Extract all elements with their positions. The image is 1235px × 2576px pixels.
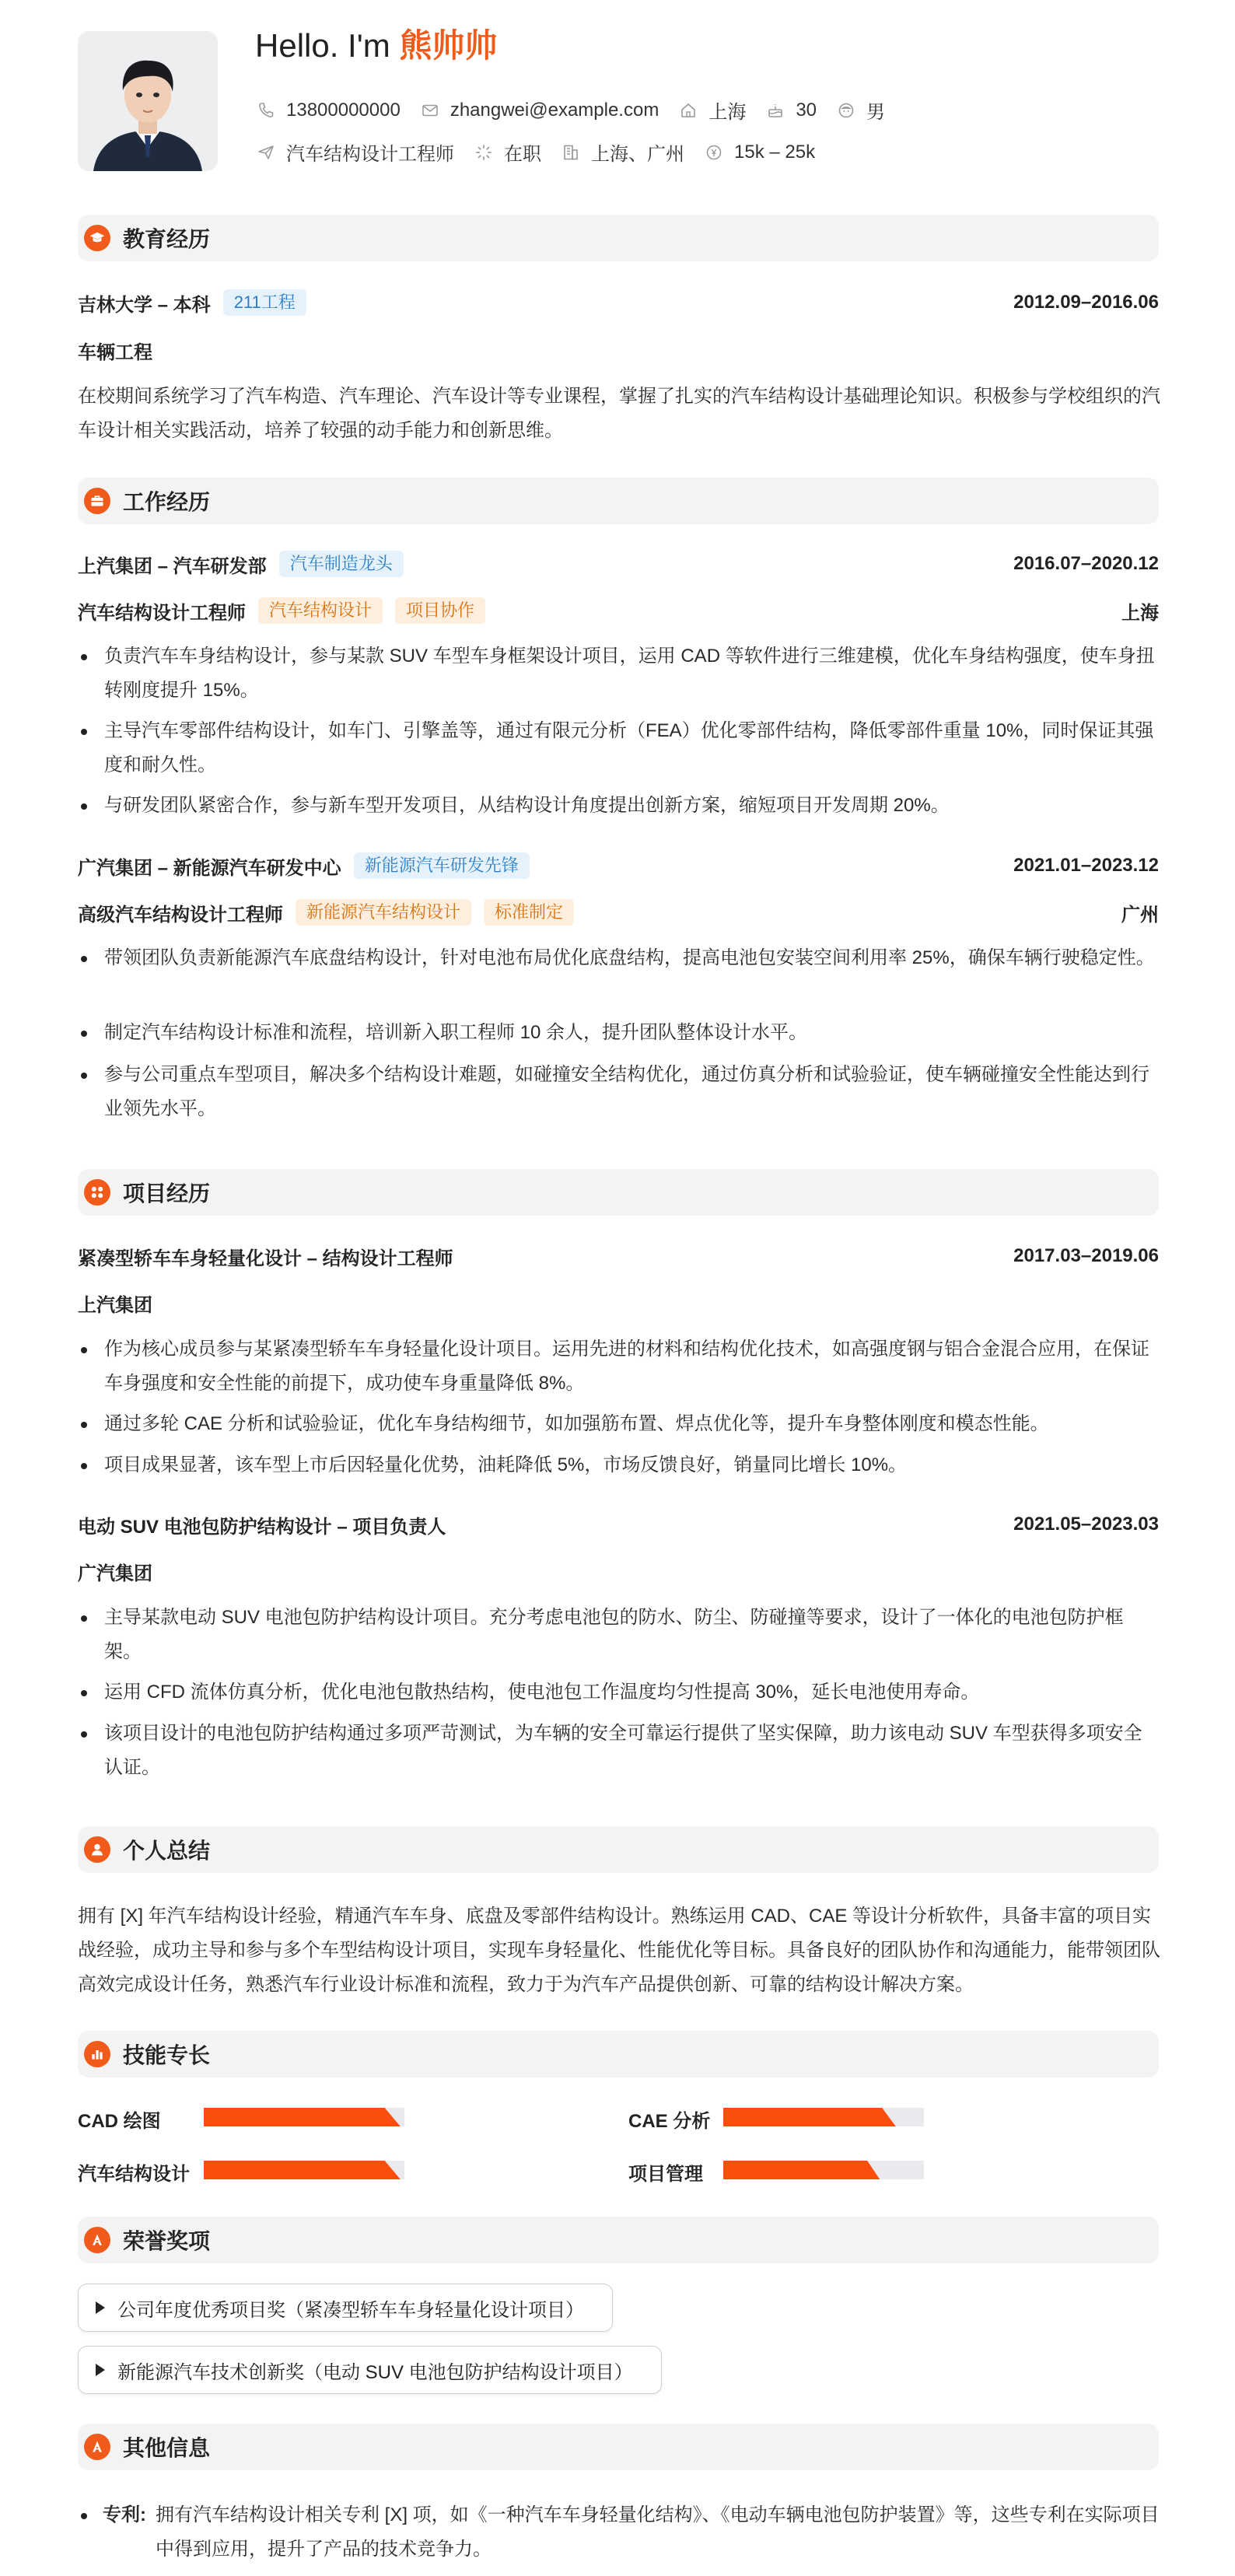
work-period: 2021.01–2023.12 (1013, 855, 1159, 876)
summary-text: 拥有 [X] 年汽车结构设计经验，精通汽车车身、底盘及零部件结构设计。熟练运用 CAD、CAE 等设计分析软件，具备丰富的项目实战经验，成功主导和参与多个车型结构设计项目，实现车身轻量化、性能优化等目标。具备良好的团队协作和沟通能力，能带领团队高效完成设计任务，熟悉汽车行业设计标准和流程，致力于为汽车产品提供创新、可靠的结构设计解决方案。 (78, 1906, 1160, 1995)
project-title: 电动 SUV 电池包防护结构设计 – 项目负责人 (78, 1516, 446, 1538)
target-city-item (562, 138, 684, 166)
skill-label: CAD 绘图 (78, 2111, 161, 2132)
email-value: zhangwei@example.com (450, 99, 659, 121)
briefcase-icon (84, 488, 110, 514)
status-value: 在职 (504, 144, 541, 165)
user-icon (84, 1836, 110, 1863)
education-major-row (78, 334, 1159, 366)
education-period: 2012.09–2016.06 (1013, 292, 1159, 313)
skill-bar-fill (723, 2161, 880, 2179)
bar-chart-icon (84, 2041, 110, 2067)
list-item: 制定汽车结构设计标准和流程，培训新入职工程师 10 余人，提升团队整体设计水平。 (78, 1016, 1160, 1050)
skill-bar (204, 2161, 404, 2179)
section-projects (78, 1169, 1159, 1216)
contact-row (257, 96, 905, 124)
school-tag: 211工程 (223, 289, 306, 316)
graduation-cap-icon (84, 225, 110, 251)
company-tag: 新能源汽车研发先锋 (354, 852, 530, 879)
project-org: 广汽集团 (78, 1563, 152, 1584)
project-title: 紧凑型轿车车身轻量化设计 – 结构设计工程师 (78, 1248, 453, 1269)
award-item[interactable] (78, 2284, 613, 2332)
list-item: 主导某款电动 SUV 电池包防护结构设计项目。充分考虑电池包的防水、防尘、防碰撞等要求，设计了一体化的电池包防护框架。 (78, 1601, 1160, 1669)
skill-bar-fill (723, 2108, 896, 2126)
company-tag: 汽车制造龙头 (279, 551, 404, 577)
other-info-label: 专利: (103, 2504, 146, 2525)
skill-bar-fill (204, 2161, 401, 2179)
gender-value: 男 (866, 102, 886, 123)
list-item: 通过多轮 CAE 分析和试验验证，优化车身结构细节，如加强筋布置、焊点优化等，提升车身整体刚度和模态性能。 (78, 1407, 1160, 1441)
project-title-row (78, 1241, 1159, 1272)
work-company-row (78, 850, 1159, 881)
role-tag: 项目协作 (395, 597, 485, 624)
section-awards (78, 2217, 1159, 2263)
award-label: 新能源汽车技术创新奖（电动 SUV 电池包防护结构设计项目） (117, 2361, 633, 2383)
list-item: 主导汽车零部件结构设计，如车门、引擎盖等，通过有限元分析（FEA）优化零部件结构，降低零部件重量 10%，同时保证其强度和耐久性。 (78, 714, 1160, 782)
age-item (766, 100, 817, 121)
cake-icon (766, 101, 785, 120)
skill-label: 项目管理 (628, 2164, 703, 2185)
role-name: 汽车结构设计工程师 (78, 602, 246, 624)
section-education (78, 215, 1159, 261)
skill-bar (204, 2108, 404, 2126)
email-item (421, 100, 659, 121)
company-name: 上汽集团 – 汽车研发部 (78, 555, 267, 577)
section-work (78, 478, 1159, 524)
skill-label: CAE 分析 (628, 2111, 711, 2132)
work-location: 上海 (1121, 602, 1159, 624)
project-period: 2021.05–2023.03 (1013, 1514, 1159, 1535)
project-org: 上汽集团 (78, 1294, 152, 1316)
job-title-item (257, 138, 454, 166)
list-item: 负责汽车车身结构设计，参与某款 SUV 车型车身框架设计项目，运用 CAD 等软件进行三维建模，优化车身结构强度，使车身扭转刚度提升 15%。 (78, 639, 1160, 708)
major-name: 车辆工程 (78, 341, 152, 363)
list-item: 参与公司重点车型项目，解决多个结构设计难题，如碰撞安全结构优化，通过仿真分析和试验验证，使车辆碰撞安全性能达到行业领先水平。 (78, 1058, 1160, 1126)
phone-item (257, 100, 401, 121)
list-item: 作为核心成员参与某紧凑型轿车车身轻量化设计项目。运用先进的材料和结构优化技术，如高强度钢与铝合金混合应用，在保证车身强度和安全性能的前提下，成功使车身重量降低 8%。 (78, 1332, 1160, 1401)
list-item: 该项目设计的电池包防护结构通过多项严苛测试，为车辆的安全可靠运行提供了坚实保障，助力该电动 SUV 车型获得多项安全认证。 (78, 1717, 1160, 1785)
home-icon (679, 101, 698, 120)
loading-icon (474, 143, 493, 162)
role-tag: 标准制定 (484, 899, 574, 926)
skill-bar (723, 2161, 924, 2179)
section-other (78, 2424, 1159, 2470)
role-name: 高级汽车结构设计工程师 (78, 904, 283, 926)
company-name: 广汽集团 – 新能源汽车研发中心 (78, 857, 341, 879)
section-summary (78, 1826, 1159, 1873)
phone-value: 13800000000 (286, 99, 401, 121)
building-icon (562, 143, 580, 162)
section-title: 个人总结 (123, 1839, 211, 1863)
job-title-value: 汽车结构设计工程师 (286, 144, 454, 165)
send-icon (257, 143, 275, 162)
expand-triangle-icon (96, 2364, 105, 2376)
phone-icon (257, 101, 275, 120)
age-value: 30 (796, 99, 817, 121)
section-title: 项目经历 (123, 1181, 211, 1206)
work-company-row (78, 548, 1159, 579)
city-item (679, 96, 746, 124)
work-period: 2016.07–2020.12 (1013, 553, 1159, 574)
project-org-row (78, 1556, 1159, 1587)
education-header (78, 287, 1159, 318)
section-title: 荣誉奖项 (123, 2229, 211, 2253)
skill-bar (723, 2108, 924, 2126)
greeting: Hello. I'm (255, 27, 390, 64)
salary-item (705, 142, 815, 163)
expand-triangle-icon (96, 2301, 105, 2314)
other-info-text: 拥有汽车结构设计相关专利 [X] 项，如《一种汽车车身轻量化结构》、《电动车辆电池包防护装置》等，这些专利在实际项目中得到应用，提升了产品的技术竞争力。 (156, 2504, 1160, 2560)
skill-label: 汽车结构设计 (78, 2164, 190, 2185)
section-title: 其他信息 (123, 2436, 211, 2460)
list-item: 带领团队负责新能源汽车底盘结构设计，针对电池布局优化底盘结构，提高电池包安装空间利用率 25%，确保车辆行驶稳定性。 (78, 941, 1160, 975)
work-role-row (78, 897, 1159, 928)
page-title (255, 26, 497, 65)
info-icon (84, 2434, 110, 2460)
other-info-item (78, 2498, 1160, 2567)
grid-apps-icon (84, 1179, 110, 1206)
award-icon (84, 2227, 110, 2253)
yuan-coin-icon (705, 143, 723, 162)
job-intent-row (257, 138, 835, 166)
section-skills (78, 2031, 1159, 2077)
city-value: 上海 (708, 102, 747, 123)
list-item: 运用 CFD 流体仿真分析，优化电池包散热结构，使电池包工作温度均匀性提高 30%，延长电池使用寿命。 (78, 1675, 1160, 1710)
gender-item (837, 96, 885, 124)
award-item[interactable] (78, 2346, 662, 2394)
status-item (474, 138, 541, 166)
target-city-value: 上海、广州 (591, 144, 684, 165)
role-tag: 新能源汽车结构设计 (296, 899, 471, 926)
section-title: 教育经历 (123, 227, 211, 251)
mail-icon (421, 101, 439, 120)
project-period: 2017.03–2019.06 (1013, 1245, 1159, 1266)
candidate-name: 熊帅帅 (399, 27, 498, 64)
project-org-row (78, 1287, 1159, 1318)
section-title: 工作经历 (123, 490, 211, 514)
section-title: 技能专长 (123, 2043, 211, 2067)
school-name: 吉林大学 – 本科 (78, 294, 211, 316)
role-tag: 汽车结构设计 (258, 597, 383, 624)
work-location: 广州 (1121, 904, 1159, 926)
education-description: 在校期间系统学习了汽车构造、汽车理论、汽车设计等专业课程，掌握了扎实的汽车结构设计基础理论知识。积极参与学校组织的汽车设计相关实践活动，培养了较强的动手能力和创新思维。 (78, 386, 1160, 441)
list-item: 与研发团队紧密合作，参与新车型开发项目，从结构设计角度提出创新方案，缩短项目开发周期 20%。 (78, 789, 1160, 823)
avatar-portrait-icon (78, 31, 218, 171)
list-item: 项目成果显著，该车型上市后因轻量化优势，油耗降低 5%，市场反馈良好，销量同比增长 10%。 (78, 1448, 1160, 1482)
project-title-row (78, 1509, 1159, 1540)
skill-bar-fill (204, 2108, 401, 2126)
award-label: 公司年度优秀项目奖（紧凑型轿车车身轻量化设计项目） (117, 2299, 584, 2321)
work-role-row (78, 595, 1159, 626)
salary-value: 15k – 25k (734, 141, 816, 163)
user-face-icon (837, 101, 855, 120)
avatar (78, 31, 218, 171)
